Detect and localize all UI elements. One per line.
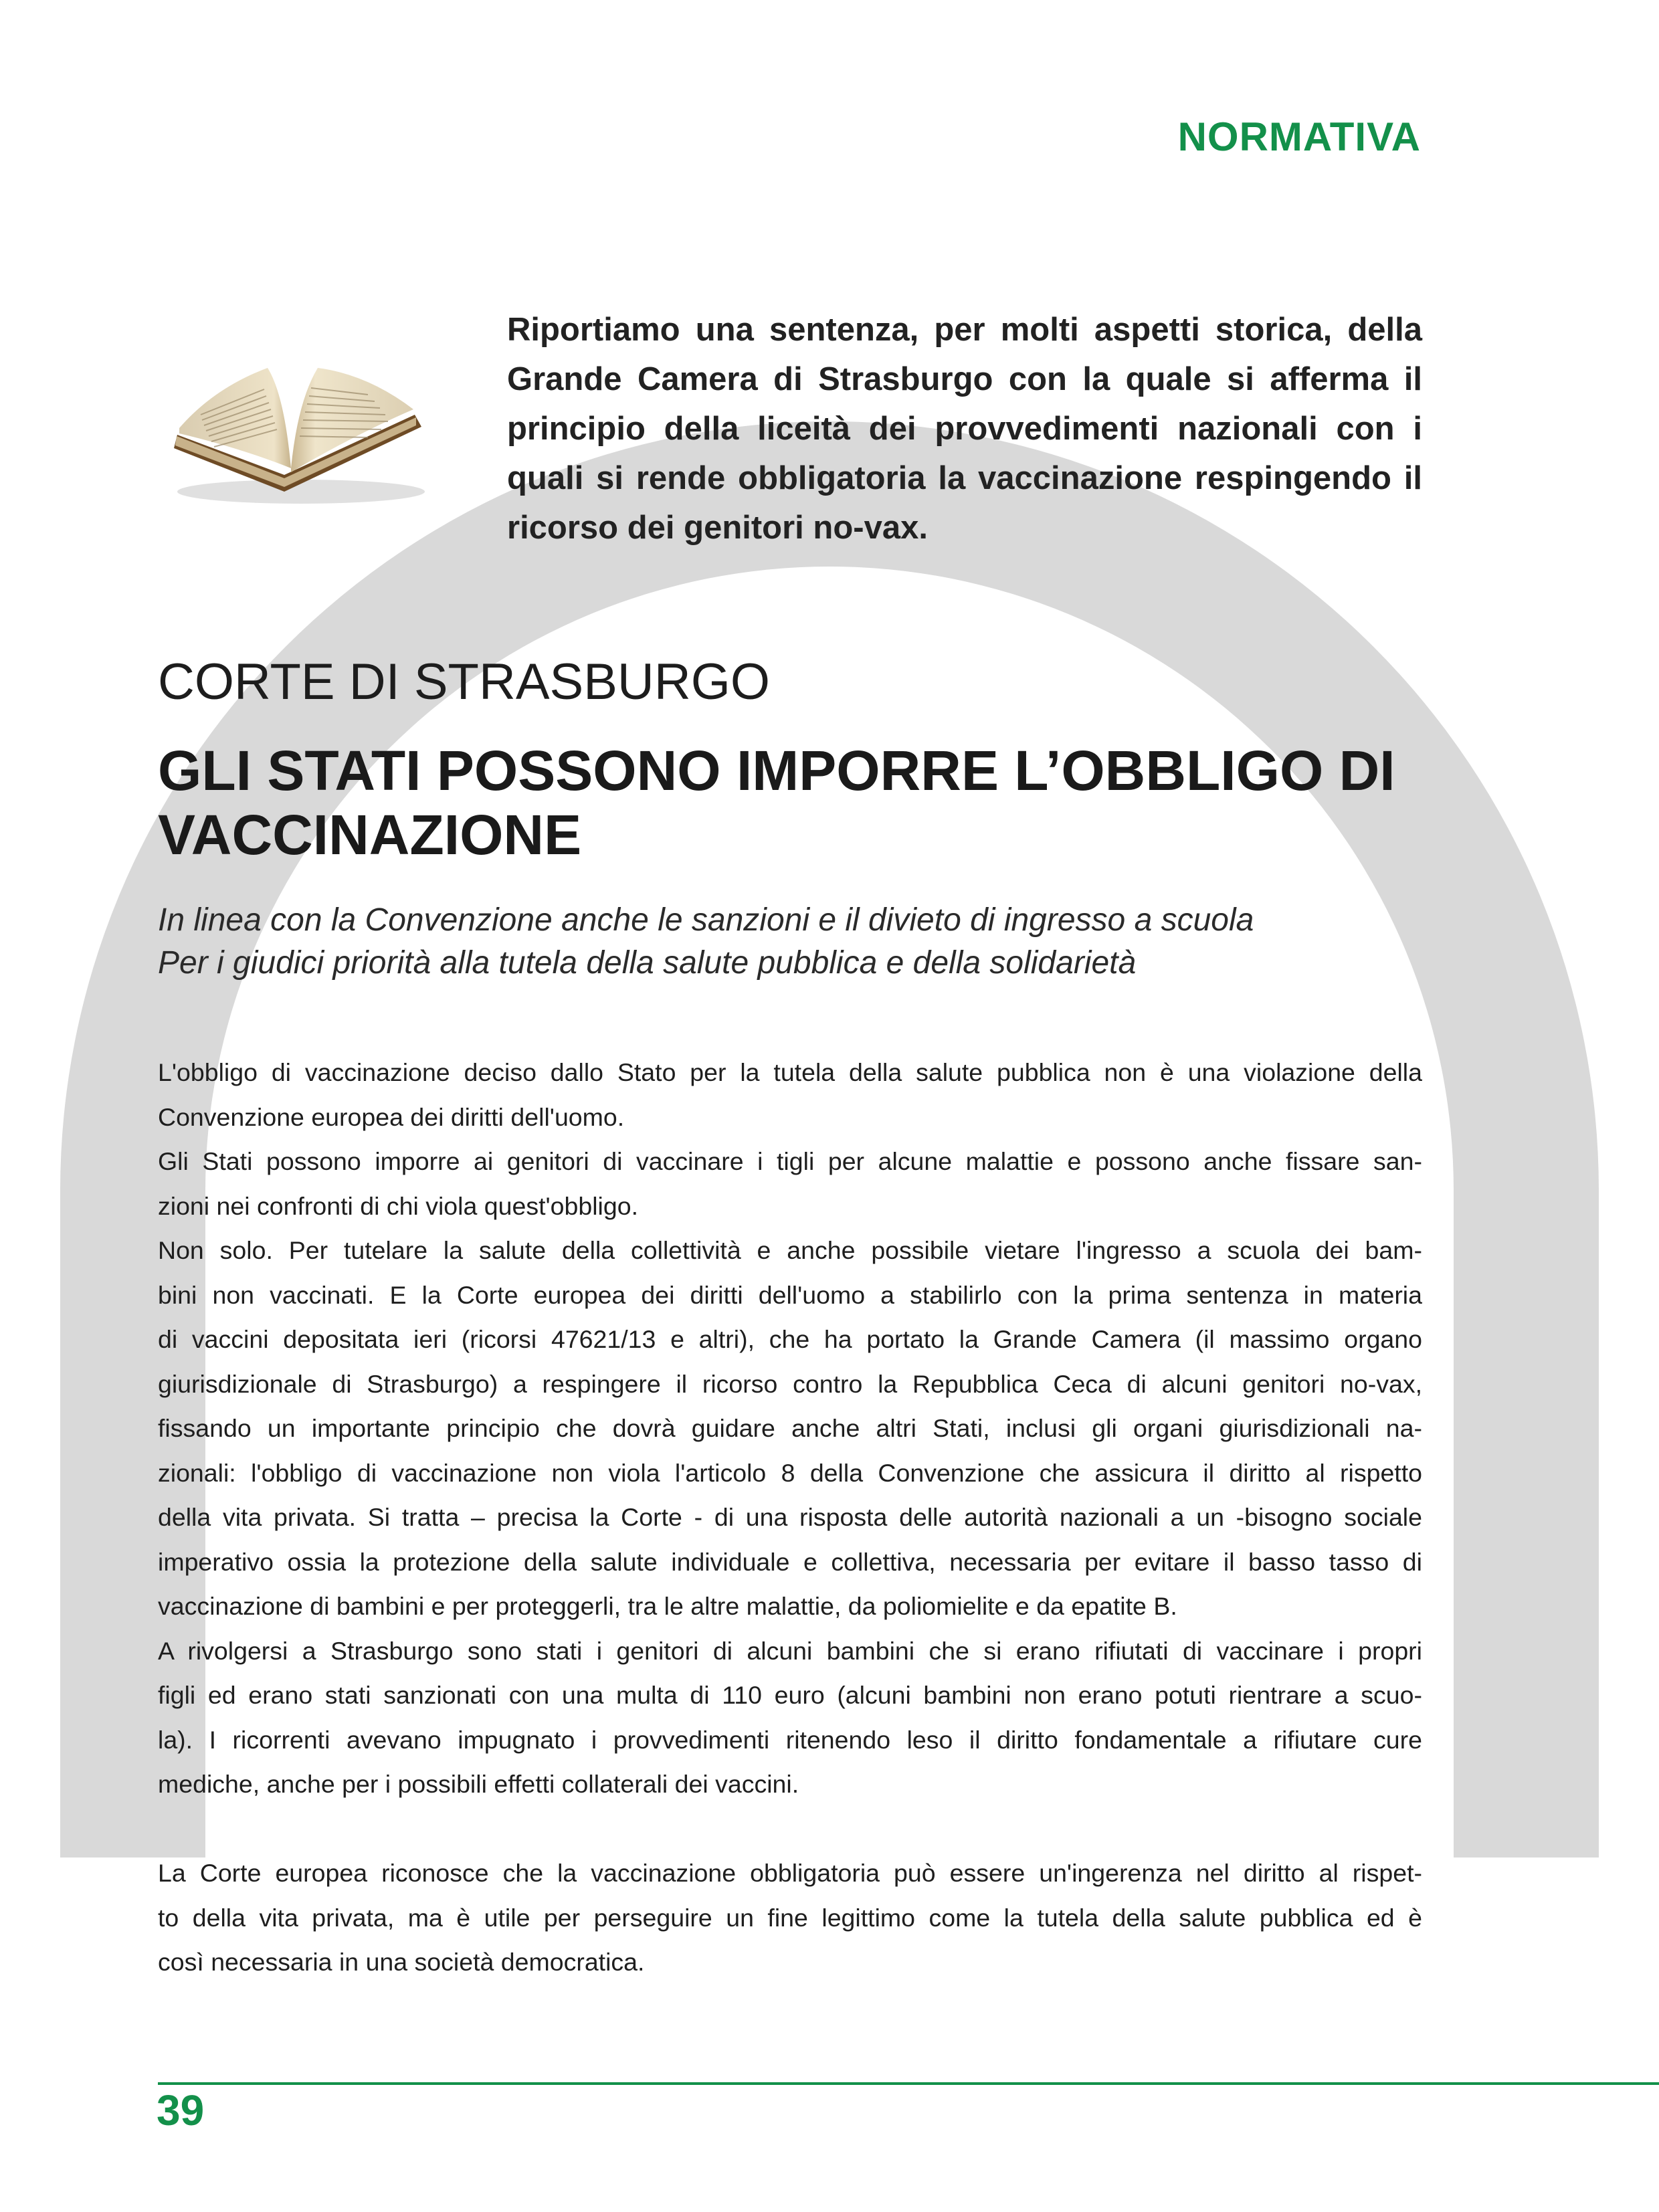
body-line: della vita privata. Si tratta – precisa la Corte - di una risposta delle autorità nazionali a un -bisogno sociale	[158, 1503, 1422, 1531]
article-kicker: CORTE DI STRASBURGO	[158, 653, 770, 710]
body-line: fissando un importante principio che dovrà guidare anche altri Stati, inclusi gli organi giurisdizionali na-	[158, 1414, 1422, 1442]
article-subtitle	[158, 899, 1462, 985]
footer-rule	[158, 2082, 1659, 2085]
body-line: bini non vaccinati. E la Corte europea dei diritti dell'uomo a stabilirlo con la prima sentenza in materia	[158, 1280, 1422, 1309]
body-line: L'obbligo di vaccinazione deciso dallo Stato per la tutela della salute pubblica non è una violazione della	[158, 1058, 1422, 1086]
body-line: mediche, anche per i possibili effetti collaterali dei vaccini.	[158, 1770, 799, 1798]
body-line: to della vita privata, ma è utile per perseguire un fine legittimo come la tutela della salute pubblica ed è	[158, 1903, 1422, 1932]
body-line: Non solo. Per tutelare la salute della collettività e anche possibile vietare l'ingresso a scuola dei bam-	[158, 1236, 1422, 1264]
body-line: giurisdizionale di Strasburgo) a respingere il ricorso contro la Repubblica Ceca di alcuni genitori no-vax,	[158, 1369, 1422, 1398]
body-line: zioni nei confronti di chi viola quest'obbligo.	[158, 1191, 639, 1220]
open-book-image	[167, 348, 428, 508]
body-line: la). I ricorrenti avevano impugnato i provvedimenti ritenendo leso il diritto fondamentale a rifiutare cure	[158, 1725, 1422, 1754]
page-number: 39	[157, 2086, 205, 2134]
body-line: vaccinazione di bambini e per proteggerli, tra le altre malattie, da poliomielite e da epatite B.	[158, 1592, 1177, 1620]
subtitle-line: In linea con la Convenzione anche le sanzioni e il divieto di ingresso a scuola	[158, 902, 1254, 938]
body-line: La Corte europea riconosce che la vaccinazione obbligatoria può essere un'ingerenza nel diritto al rispet-	[158, 1859, 1422, 1887]
intro-paragraph: Riportiamo una sentenza, per molti aspetti storica, della Grande Camera di Strasburgo con la quale si afferma il principio della liceità dei provvedimenti nazionali con i quali si rende obbligatoria la vaccinazione respingendo il ricorso dei genitori no-vax.	[507, 312, 1422, 546]
body-line: Convenzione europea dei diritti dell'uomo.	[158, 1102, 625, 1131]
body-line: di vaccini depositata ieri (ricorsi 47621/13 e altri), che ha portato la Grande Camera (il massimo organo	[158, 1325, 1422, 1353]
paragraph-gap	[158, 1807, 1422, 1851]
article-body	[158, 1050, 1422, 1985]
body-line: Gli Stati possono imporre ai genitori di vaccinare i tigli per alcune malattie e possono anche fissare san-	[158, 1147, 1422, 1175]
section-label: NORMATIVA	[1177, 114, 1421, 159]
body-line: imperativo ossia la protezione della salute individuale e collettiva, necessaria per evitare il basso tasso di	[158, 1547, 1422, 1576]
subtitle-line: Per i giudici priorità alla tutela della salute pubblica e della solidarietà	[158, 945, 1137, 981]
body-line: A rivolgersi a Strasburgo sono stati i genitori di alcuni bambini che si erano rifiutati di vaccinare i propri	[158, 1636, 1422, 1665]
body-line: figli ed erano stati sanzionati con una multa di 110 euro (alcuni bambini non erano potuti rientrare a scuo-	[158, 1681, 1422, 1709]
body-line: zionali: l'obbligo di vaccinazione non viola l'articolo 8 della Convenzione che assicura il diritto al rispetto	[158, 1458, 1422, 1487]
body-line: così necessaria in una società democratica.	[158, 1948, 645, 1976]
article-headline: GLI STATI POSSONO IMPORRE L’OBBLIGO DI VACCINAZIONE	[158, 739, 1395, 866]
